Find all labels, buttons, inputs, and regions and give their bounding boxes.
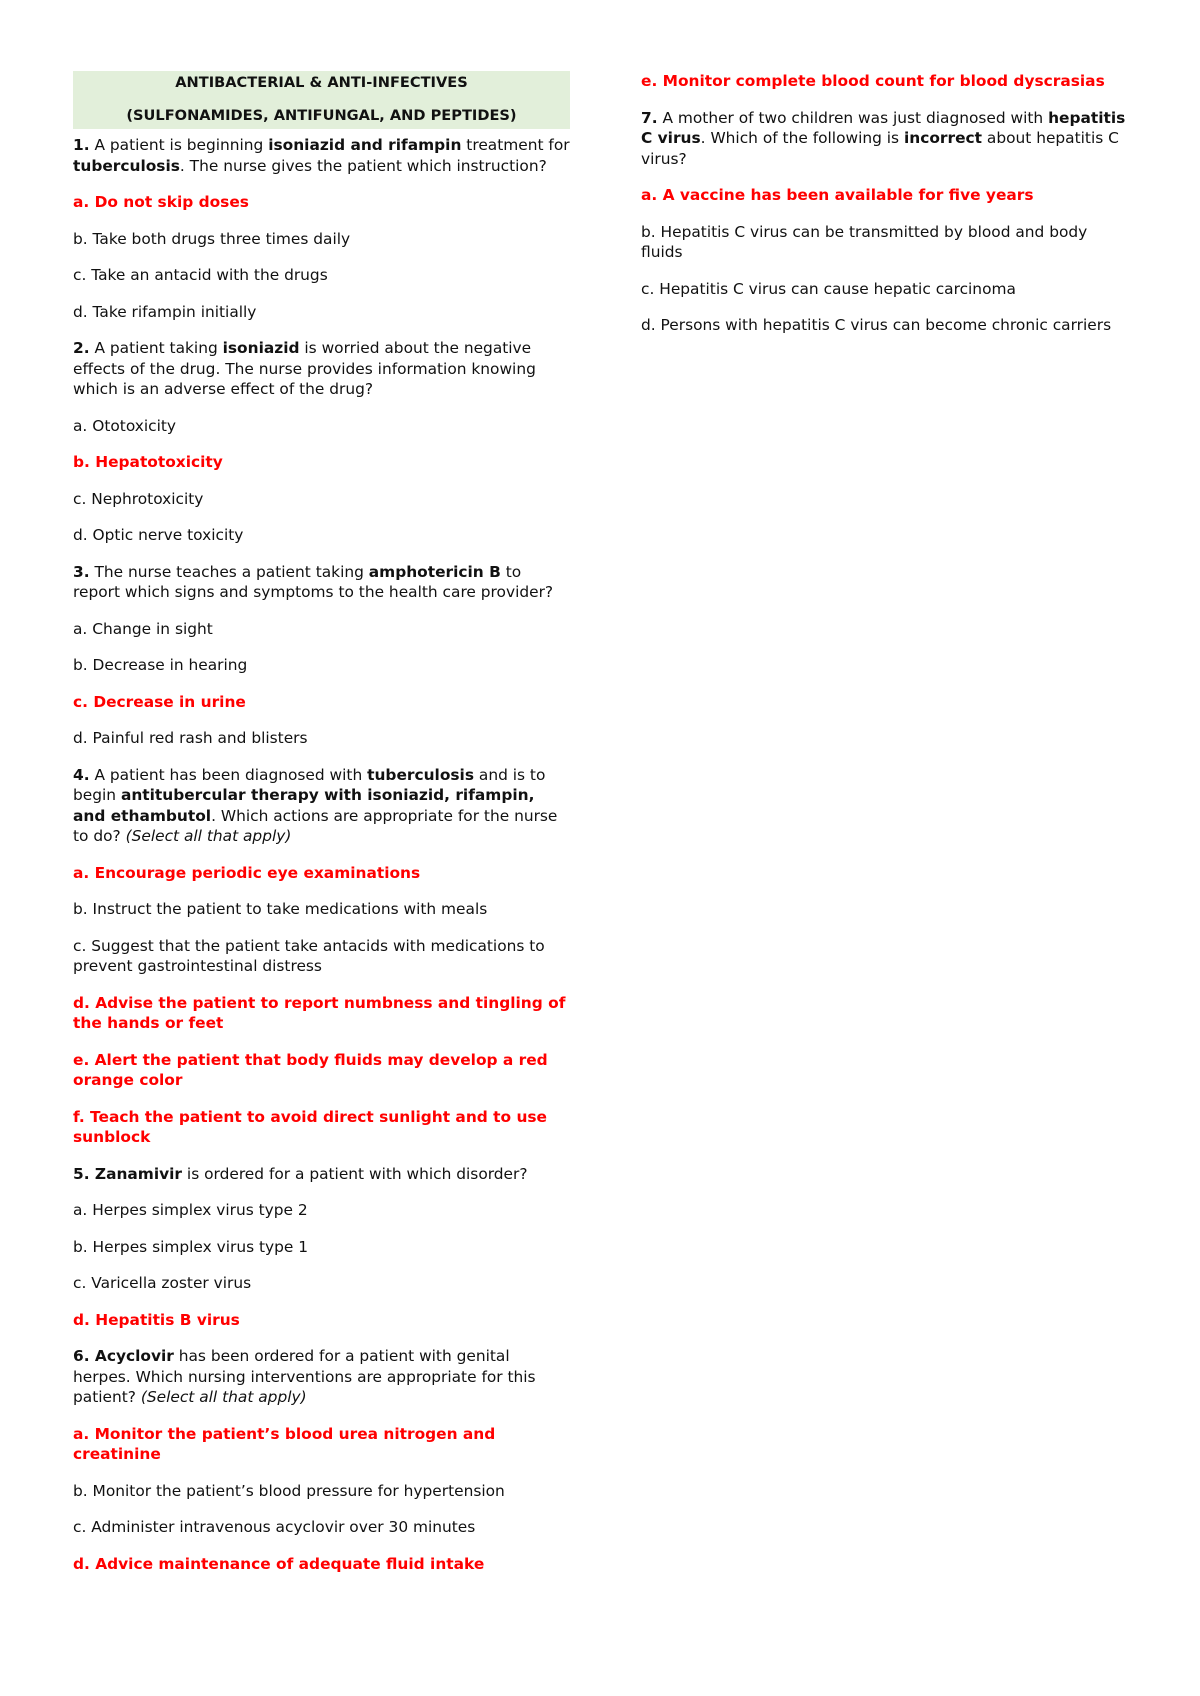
question-text: A patient taking — [89, 339, 223, 357]
option: c. Nephrotoxicity — [73, 489, 204, 508]
question-text: . The nurse gives the patient which instruction? — [179, 156, 547, 175]
answer-option: f. Teach the patient to avoid direct sunlight and to use sunblock — [73, 1107, 547, 1146]
title-line-2: (SULFONAMIDES, ANTIFUNGAL, AND PEPTIDES) — [126, 107, 517, 124]
option: b. Herpes simplex virus type 1 — [73, 1237, 309, 1256]
question-text: The nurse teaches a patient taking — [89, 562, 369, 581]
option: b. Instruct the patient to take medications with meals — [73, 900, 488, 918]
question-2 — [73, 338, 570, 400]
question-text: to report which signs and symptoms to the health care provider? — [73, 562, 554, 601]
answer-option: e. Monitor complete blood count for blood dyscrasias — [641, 72, 1105, 90]
option: c. Suggest that the patient take antacids with medications to prevent gastrointestinal distress — [73, 936, 545, 975]
question-text: . Which of the following is — [700, 129, 904, 147]
question-text: . Which actions are appropriate for the nurse to do? — [73, 806, 558, 845]
question-number: 7. — [641, 108, 658, 127]
question-number: 1. — [73, 136, 90, 154]
answer-option: a. Do not skip doses — [73, 193, 249, 211]
question-keyword: tuberculosis — [73, 156, 180, 175]
question-text: is worried about the negative effects of the drug. The nurse provides information knowing which is an adverse effect of the drug? — [73, 339, 536, 398]
question-keyword: isoniazid and rifampin — [268, 136, 462, 154]
question-keyword: incorrect — [903, 129, 982, 147]
option: c. Varicella zoster virus — [73, 1274, 252, 1292]
question-text: A patient is beginning — [89, 136, 269, 154]
question-number: 5. — [73, 1164, 90, 1183]
question-number: 6. — [73, 1347, 90, 1365]
question-6 — [73, 1346, 570, 1408]
right-column — [641, 71, 1131, 352]
answer-option: a. A vaccine has been available for five years — [641, 186, 1034, 204]
title-line-1: ANTIBACTERIAL & ANTI-INFECTIVES — [175, 74, 468, 91]
question-text: A patient has been diagnosed with — [89, 765, 368, 784]
answer-option: a. Monitor the patient’s blood urea nitrogen and creatinine — [73, 1424, 496, 1463]
question-number: 2. — [73, 339, 90, 357]
question-keyword: Zanamivir — [89, 1164, 183, 1183]
question-1 — [73, 135, 570, 176]
answer-option: d. Advise the patient to report numbness and tingling of the hands or feet — [73, 993, 566, 1032]
option: c. Administer intravenous acyclovir over 30 minutes — [73, 1518, 476, 1536]
question-keyword: hepatitis C virus — [641, 108, 1126, 147]
question-4 — [73, 765, 570, 847]
answer-option: a. Encourage periodic eye examinations — [73, 863, 421, 882]
option: b. Hepatitis C virus can be transmitted by blood and body fluids — [641, 222, 1088, 261]
question-text: is ordered for a patient with which disorder? — [182, 1164, 528, 1183]
question-keyword: tuberculosis — [367, 765, 474, 784]
question-7 — [641, 108, 1131, 170]
question-text: A mother of two children was just diagnosed with — [657, 108, 1049, 127]
answer-option: e. Alert the patient that body fluids may develop a red orange color — [73, 1050, 548, 1089]
answer-option: b. Hepatotoxicity — [73, 453, 223, 471]
question-keyword: amphotericin B — [368, 562, 501, 581]
option: a. Ototoxicity — [73, 416, 177, 435]
question-3 — [73, 562, 570, 603]
question-number: 4. — [73, 765, 90, 784]
question-text: about hepatitis C virus? — [641, 129, 1119, 168]
document-title — [73, 71, 570, 129]
option: b. Monitor the patient’s blood pressure for hypertension — [73, 1481, 505, 1500]
option: d. Optic nerve toxicity — [73, 526, 244, 544]
question-keyword: isoniazid — [222, 339, 300, 357]
question-keyword: antitubercular therapy with isoniazid, rifampin, and ethambutol — [73, 786, 535, 825]
question-text: and is to begin — [73, 765, 546, 804]
question-text: has been ordered for a patient with genital herpes. Which nursing interventions are appropriate for this patient? — [73, 1347, 536, 1406]
answer-option: d. Hepatitis B virus — [73, 1310, 240, 1329]
option: c. Take an antacid with the drugs — [73, 266, 328, 284]
select-all-note: (Select all that apply) — [125, 827, 292, 845]
option: d. Persons with hepatitis C virus can become chronic carriers — [641, 316, 1112, 334]
option: d. Painful red rash and blisters — [73, 729, 308, 747]
select-all-note: (Select all that apply) — [140, 1388, 307, 1406]
question-text: treatment for — [461, 136, 570, 154]
option: b. Take both drugs three times daily — [73, 229, 351, 248]
option: d. Take rifampin initially — [73, 302, 257, 321]
question-5 — [73, 1164, 570, 1185]
option: a. Herpes simplex virus type 2 — [73, 1201, 308, 1219]
option: b. Decrease in hearing — [73, 656, 248, 674]
question-number: 3. — [73, 562, 90, 581]
option: a. Change in sight — [73, 619, 213, 638]
answer-option: c. Decrease in urine — [73, 692, 246, 711]
left-column — [73, 71, 570, 1590]
question-keyword: Acyclovir — [89, 1347, 174, 1365]
answer-option: d. Advice maintenance of adequate fluid intake — [73, 1554, 485, 1573]
option: c. Hepatitis C virus can cause hepatic carcinoma — [641, 279, 1016, 298]
